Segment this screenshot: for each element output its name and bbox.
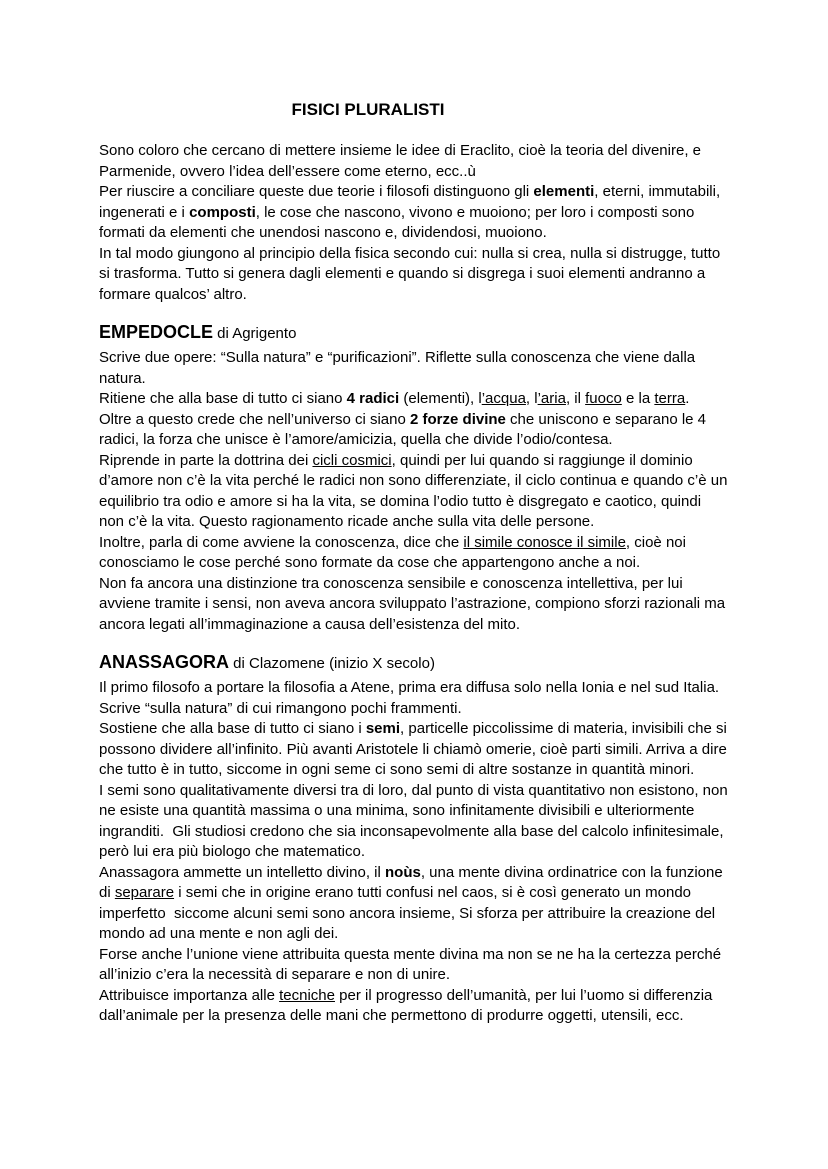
text-run: I semi sono qualitativamente diversi tra di loro, dal punto di vista quantitativo non esistono, non ne esiste una quantità massima o una minima, sono infinitamente divisibili e ulteriormente ingranditi. Gli studiosi credono che sia inconsapevolmente alla base del calcolo infinitesimale, però lui era più biologo che matematico. bbox=[99, 781, 732, 860]
text-run: semi bbox=[365, 720, 401, 737]
text-run: 2 forze divine bbox=[410, 410, 506, 428]
text-run: Riprende in parte la dottrina dei bbox=[99, 451, 313, 469]
paragraph bbox=[99, 182, 729, 244]
text-run: In tal modo giungono al principio della fisica secondo cui: nulla si crea, nulla si distrugge, tutto si trasforma. Tutto si genera dagli elementi e quando si disgrega i suoi elementi andranno a formare qualcos’ altro. bbox=[99, 244, 725, 303]
paragraph bbox=[99, 863, 729, 945]
paragraph bbox=[99, 244, 729, 306]
paragraph bbox=[99, 410, 729, 451]
text-run: Anassagora ammette un intelletto divino, il bbox=[99, 863, 385, 881]
paragraph bbox=[99, 141, 729, 182]
text-run: che uniscono e separano le 4 radici, la forza che unisce è l’amore/amicizia, quella che divide l’odio/contesa. bbox=[99, 410, 711, 448]
text-run: Attribuisce importanza alle bbox=[99, 986, 280, 1004]
text-run: noùs bbox=[385, 863, 421, 881]
paragraph bbox=[99, 348, 729, 389]
text-run: Inoltre, parla di come avviene la conoscenza, dice che bbox=[99, 533, 464, 551]
text-run: separare bbox=[114, 884, 175, 901]
text-run: i semi che in origine erano tutti confusi nel caos, si è così generato un mondo imperfetto siccome alcuni semi sono ancora insieme, Si sforza per attribuire la creazione del mondo ad una mente e non agli dei. bbox=[99, 884, 720, 942]
paragraph bbox=[99, 533, 729, 574]
text-run: , il bbox=[565, 390, 586, 407]
paragraph bbox=[99, 451, 732, 533]
heading-subtitle: di Clazomene (inizio X secolo) bbox=[229, 655, 435, 672]
text-run: Sono coloro che cercano di mettere insieme le idee di Eraclito, cioè la teoria del divenire, e Parmenide, ovvero l’idea dell’essere come eterno, ecc..ù bbox=[99, 142, 706, 180]
paragraph bbox=[99, 678, 729, 719]
text-run: e la bbox=[621, 390, 655, 407]
text-run: tecniche bbox=[279, 986, 335, 1004]
paragraph bbox=[99, 389, 729, 410]
text-run: Non fa ancora una distinzione tra conoscenza sensibile e conoscenza intellettiva, per lui avviene tramite i sensi, non aveva ancora sviluppato l’astrazione, compiono sforzi razionali ma ancora legati all’immaginazione a causa dell’esistenza del mito. bbox=[99, 574, 730, 633]
paragraph bbox=[99, 781, 732, 863]
text-run: , eterni, immutabili, ingenerati e i bbox=[99, 183, 725, 221]
paragraph bbox=[99, 719, 729, 781]
paragraph bbox=[99, 986, 729, 1027]
text-run: , cioè noi conosciamo le cose perché sono formate da cose che appartengono anche a noi. bbox=[99, 533, 691, 571]
document-content bbox=[99, 99, 732, 1027]
text-run: FISICI PLURALISTI bbox=[291, 100, 445, 119]
heading-subtitle: di Agrigento bbox=[213, 325, 297, 342]
doc-title bbox=[99, 99, 637, 121]
section-heading bbox=[99, 650, 729, 676]
text-run: Il primo filosofo a portare la filosofia a Atene, prima era diffusa solo nella Ionia e nel sud Italia. Scrive “sulla natura” di cui rimangono pochi frammenti. bbox=[99, 679, 724, 717]
text-run: ’aria bbox=[537, 390, 566, 407]
heading-name: EMPEDOCLE bbox=[99, 322, 214, 342]
text-run: 4 radici bbox=[346, 390, 400, 407]
text-run: ’acqua bbox=[481, 390, 526, 407]
text-run: per il progresso dell’umanità, per lui l’uomo si differenzia dall’animale per la presenza delle mani che permettono di produrre oggetti, utensili, ecc. bbox=[99, 986, 717, 1024]
paragraph bbox=[99, 945, 729, 986]
text-run: , una mente divina ordinatrice con la funzione di bbox=[99, 863, 727, 901]
text-run: cicli cosmici bbox=[312, 451, 392, 469]
text-run: (elementi), l bbox=[399, 390, 482, 407]
text-run: Ritiene che alla base di tutto ci siano bbox=[99, 390, 347, 407]
text-run: composti bbox=[189, 203, 256, 221]
text-run: terra bbox=[654, 390, 686, 407]
text-run: il simile conosce il simile bbox=[463, 533, 626, 551]
text-run: Forse anche l’unione viene attribuita questa mente divina ma non se ne ha la certezza perché all’inizio c’era la necessità di separare e non di unire. bbox=[99, 945, 726, 983]
text-run: Scrive due opere: “Sulla natura” e “purificazioni”. Riflette sulla conoscenza che viene dalla natura. bbox=[99, 349, 700, 387]
text-run: . bbox=[685, 390, 690, 407]
text-run: elementi bbox=[533, 183, 595, 200]
text-run: , particelle piccolissime di materia, invisibili che si possono dividere all’infinito. Più avanti Aristotele li chiamò omerie, cioè parti simili. Arriva a dire che tutto è in tutto, siccome in ogni seme ci sono semi di altre sostanze in quantità minori. bbox=[99, 720, 731, 778]
text-run: , l bbox=[525, 390, 538, 407]
paragraph bbox=[99, 574, 729, 636]
text-run: Per riuscire a conciliare queste due teorie i filosofi distinguono gli bbox=[99, 183, 534, 200]
text-run: , le cose che nascono, vivono e muoiono; per loro i composti sono formati da elementi che unendosi nascono e, dividendosi, muoiono. bbox=[99, 203, 699, 241]
text-run: fuoco bbox=[585, 390, 622, 407]
section-heading bbox=[99, 320, 729, 346]
text-run: , quindi per lui quando si raggiunge il dominio d’amore non c’è la vita perché le radici non sono differenziate, il ciclo continua e quando c’è un equilibrio tra odio e amore si ha la vita, se domina l’odio tutto è disgregato e caotico, quindi non c’è la vita. Questo ragionamento ricade anche sulla vita delle persone. bbox=[99, 451, 732, 530]
heading-name: ANASSAGORA bbox=[99, 652, 230, 672]
text-run: Sostiene che alla base di tutto ci siano i bbox=[99, 720, 366, 737]
text-run: Oltre a questo crede che nell’universo ci siano bbox=[99, 410, 411, 428]
